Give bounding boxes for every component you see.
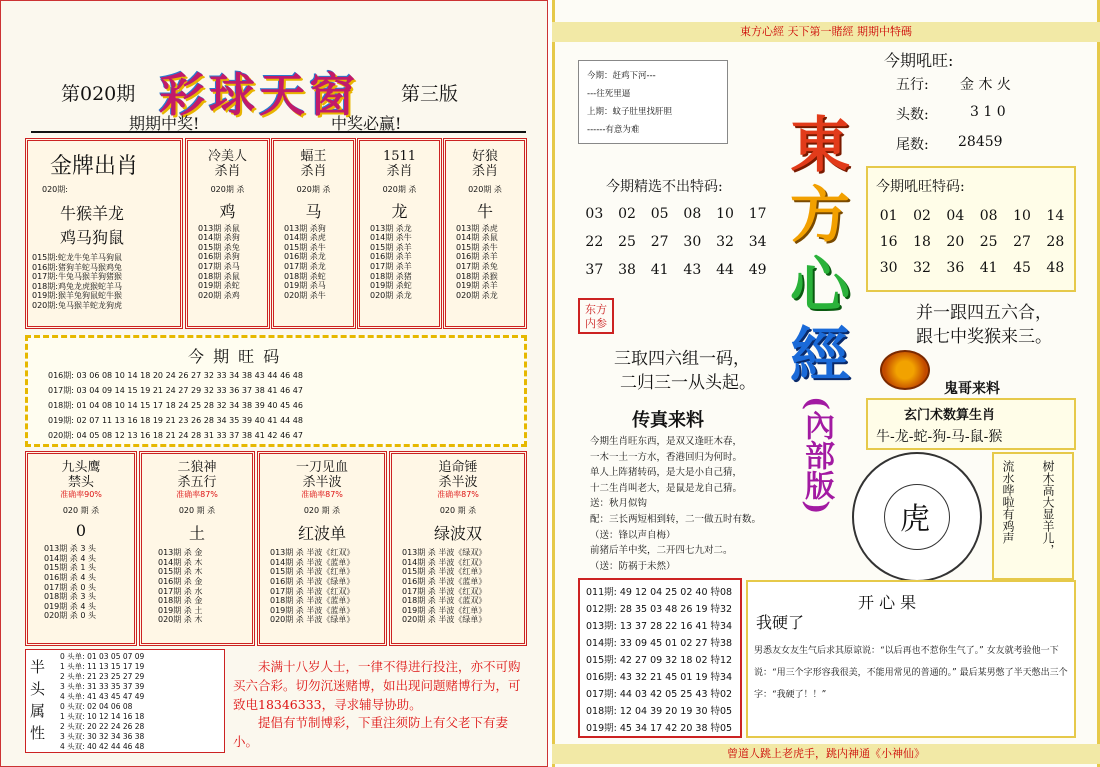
list-item: 3 头单: 31 33 35 37 39 xyxy=(60,682,145,691)
half-head-box xyxy=(25,649,225,753)
gold-title: 金牌出肖 xyxy=(50,154,139,179)
table-row: 012期: 28 35 03 48 26 19 特32 xyxy=(586,604,733,615)
table-row: 017期: 44 03 42 05 25 43 特02 xyxy=(586,689,733,700)
list-item: 017期 杀 半波《红双》 xyxy=(402,586,487,596)
rate-label: 准确率87% xyxy=(301,490,343,499)
list-item: 0 头双: 02 04 06 08 xyxy=(60,702,133,711)
list-item: 020期 杀鸡 xyxy=(198,290,240,300)
slogan-1: 期期中奖! xyxy=(129,114,200,133)
big-char-3: 心 xyxy=(790,251,850,321)
stamp-text: 东方内参 xyxy=(585,303,607,330)
big-char-1: 東 xyxy=(790,111,850,181)
kill-answer: 土 xyxy=(188,524,205,544)
number-cell: 20 xyxy=(946,234,965,250)
kill-box-2 xyxy=(271,138,356,329)
kill-period: 020 期 杀 xyxy=(62,505,100,515)
list-item: 016期 杀 金 xyxy=(158,576,203,586)
list-item: 016期 杀羊 xyxy=(456,252,498,262)
kill-history xyxy=(446,224,524,301)
number-cell: 03 xyxy=(585,206,604,222)
list-item: 3 头双: 30 32 34 36 38 xyxy=(60,732,145,741)
list-item: 014期 杀鼠 xyxy=(456,233,498,243)
list-item: 016期 杀龙 xyxy=(284,252,326,262)
number-cell: 41 xyxy=(650,262,669,278)
number-cell: 28 xyxy=(1046,234,1065,250)
verse-4: 跟七中奖猴来三。 xyxy=(916,327,1052,347)
wang-box xyxy=(25,335,527,447)
list-item: 018期 杀猴 xyxy=(456,271,498,281)
hotcode-box xyxy=(866,166,1076,292)
number-cell: 14 xyxy=(1046,208,1065,224)
kill-title: 冷美人 xyxy=(207,149,247,164)
notout-title: 今期精选不出特码: xyxy=(606,179,723,195)
list-item: 019期 杀蛇 xyxy=(370,281,412,291)
list-item: 015期 杀羊 xyxy=(370,242,412,252)
hot-box xyxy=(870,44,1070,160)
list-item: 013期 杀 半波《红双》 xyxy=(270,548,355,558)
number-cell: 02 xyxy=(913,208,931,224)
xuan-zodiac: 牛-龙-蛇-狗-马-鼠-猴 xyxy=(876,429,1003,445)
list-item: 013期 杀狗 xyxy=(284,223,326,233)
list-item: 020期: 04 05 08 12 13 16 18 21 24 28 31 33 37 38 41 42 46 47 xyxy=(48,431,303,440)
zodiac-wheel xyxy=(852,452,982,582)
list-item: 013期 杀 3 头 xyxy=(44,544,96,554)
list-item: ------有意为难 xyxy=(587,125,640,135)
kill-sub: 禁头 xyxy=(67,475,94,490)
list-item: 014期 杀虎 xyxy=(284,233,326,243)
kill2-box-3 xyxy=(257,451,387,646)
kill-answer: 牛 xyxy=(476,201,493,221)
number-cell: 43 xyxy=(683,262,702,278)
wuxing-label: 五行: xyxy=(896,77,929,93)
kaixin-sub: 我硬了 xyxy=(756,613,805,632)
half-head-label: 半头属性 xyxy=(30,658,46,742)
kill-box-1 xyxy=(185,138,270,329)
list-item: 013期 杀龙 xyxy=(370,223,412,233)
kill-answer: 鸡 xyxy=(219,201,236,221)
list-item: 020期:兔马猴羊蛇龙狗虎 xyxy=(32,300,122,310)
number-cell: 22 xyxy=(585,234,604,250)
number-cell: 45 xyxy=(1013,260,1031,276)
number-cell: 32 xyxy=(913,260,931,276)
number-cell: 16 xyxy=(879,234,898,250)
list-item: 014期 杀狗 xyxy=(198,233,240,243)
divider xyxy=(31,131,526,133)
kill-sub: 杀半波 xyxy=(302,475,342,490)
kill-answer: 绿波双 xyxy=(433,524,482,544)
notice-text: 未满十八岁人士，一律不得进行投注，亦不可购买六合彩。切勿沉迷赌博，如出现问题赌博行为，可致电18346333，寻求辅导协助。 xyxy=(233,659,521,712)
xuan-box xyxy=(866,398,1076,450)
list-item: 015期 杀牛 xyxy=(284,242,326,252)
kill-title: 二狼神 xyxy=(177,460,217,475)
kaixin-box xyxy=(746,580,1076,738)
inner-edition: (內部版) xyxy=(799,396,834,515)
kill-title: 好狼 xyxy=(471,149,498,164)
list-item: 016期 杀 半波《蓝单》 xyxy=(402,576,487,586)
kill-sub: 杀五行 xyxy=(177,475,217,490)
kill-history xyxy=(188,224,267,301)
rate-label: 准确率87% xyxy=(176,490,218,499)
list-item: 014期 杀牛 xyxy=(370,233,412,243)
list-item: 020期 杀 木 xyxy=(158,615,203,625)
list-item: 4 头双: 40 42 44 46 48 xyxy=(60,742,145,751)
list-item: 一木一土一方水，香港回归为何时。 xyxy=(590,451,743,463)
notice-text-2: 提倡有节制博彩，下重注须防上有父老下有妻小。 xyxy=(233,715,509,749)
fax-box xyxy=(578,400,778,570)
table-row: 014期: 33 09 45 01 02 27 特38 xyxy=(586,638,733,649)
kill2-box-1 xyxy=(25,451,137,646)
list-item: 0 头单: 01 03 05 07 09 xyxy=(60,652,145,661)
list-item: 019期 杀 土 xyxy=(158,605,203,615)
rate-label: 准确率90% xyxy=(60,490,102,499)
kill-box-3 xyxy=(357,138,442,329)
number-cell: 36 xyxy=(946,260,965,276)
kill-title: 追命锤 xyxy=(438,460,478,475)
list-item: 4 头单: 41 43 45 47 49 xyxy=(60,692,145,701)
fax-title: 传真来料 xyxy=(632,410,704,431)
list-item: 015期 杀 半波《红单》 xyxy=(402,567,487,577)
kill-title: 九头鹰 xyxy=(61,460,101,475)
head-label: 头数: xyxy=(896,107,929,123)
number-cell: 10 xyxy=(716,206,734,222)
number-cell: 25 xyxy=(618,234,636,250)
list-item: 014期 杀 半波《蓝单》 xyxy=(270,557,355,567)
kill-sub: 杀肖 xyxy=(471,164,498,179)
list-item: 017期 杀马 xyxy=(198,261,240,271)
kill-history xyxy=(142,548,252,625)
number-cell: 48 xyxy=(1046,260,1065,276)
number-cell: 25 xyxy=(979,234,998,250)
list-item: 015期 杀兔 xyxy=(198,242,240,252)
number-cell: 17 xyxy=(748,206,767,222)
poem-lines xyxy=(579,61,727,145)
number-cell: 05 xyxy=(650,206,669,222)
number-cell: 01 xyxy=(879,208,898,224)
list-item: 2 头双: 20 22 24 26 28 xyxy=(60,722,145,731)
verse-3: 并一跟四五六合， xyxy=(916,303,1052,323)
number-cell: 34 xyxy=(748,234,767,250)
number-cell: 30 xyxy=(879,260,898,276)
stamp xyxy=(578,298,614,334)
table-row: 011期: 49 12 04 25 02 40 特08 xyxy=(586,587,733,598)
list-item: 018期 杀鼠 xyxy=(198,271,240,281)
list-item: 020期 杀 半波《绿单》 xyxy=(270,615,355,625)
list-item: 017期 杀 0 头 xyxy=(44,582,96,592)
list-item: 018期 杀蛇 xyxy=(284,271,326,281)
kaixin-body: 男悉友女友生气后求其原谅说：“以后再也不惹你生气了。” 女友就考验他一下说：“用三个字形容我很美，不能用常见的普通的。” 最后某男憋了半天憋出三个字：“我硬了！！” xyxy=(754,646,1068,700)
list-item: 017期 杀 水 xyxy=(158,586,203,596)
list-item: 今期生肖旺东西，是双又逢旺木春， xyxy=(590,436,743,447)
list-item: 015期 杀 1 头 xyxy=(44,563,96,573)
list-item: 今期：赶鸡下河--- xyxy=(587,71,656,81)
list-item: 019期:猴羊兔狗鼠蛇牛猴 xyxy=(32,291,122,301)
list-item: 019期 杀 4 头 xyxy=(44,601,96,611)
logo-title: 彩球天窗 xyxy=(159,68,359,122)
list-item: 016期 杀 半波《绿单》 xyxy=(270,576,355,586)
number-cell: 18 xyxy=(913,234,931,250)
kill-period: 020 期 杀 xyxy=(303,505,341,515)
hotcode-title: 今期吼旺特码: xyxy=(876,179,965,195)
list-item: 015期:蛇龙牛兔羊马狗鼠 xyxy=(32,253,122,262)
list-item: 配：三长两短相到转，二一做五时有数。 xyxy=(590,513,762,525)
gold-line-1: 牛猴羊龙 xyxy=(60,204,125,223)
tail-value: 28459 xyxy=(958,134,1003,150)
list-item: 018期 杀 3 头 xyxy=(44,592,96,602)
kill2-box-2 xyxy=(139,451,255,646)
table-row: 013期: 13 37 28 22 16 41 特34 xyxy=(586,621,733,632)
table-row: 018期: 12 04 39 20 19 30 特05 xyxy=(586,706,733,717)
number-cell: 27 xyxy=(1013,234,1031,250)
number-cell: 32 xyxy=(716,234,734,250)
hot-title: 今期吼旺: xyxy=(884,51,954,70)
kill-history xyxy=(360,224,439,301)
list-item: 017期: 03 04 09 14 15 19 21 24 27 29 32 33 36 37 38 41 46 47 xyxy=(48,386,303,395)
list-item: 020期 杀牛 xyxy=(284,290,326,300)
number-cell: 41 xyxy=(979,260,998,276)
list-item: 019期 杀 半波《红单》 xyxy=(402,605,487,615)
verse-1: 三取四六组一码， xyxy=(614,349,750,369)
kill-period: 020 期 杀 xyxy=(178,505,216,515)
list-item: 019期 杀蛇 xyxy=(198,281,240,291)
list-item: 017期:牛兔马猴羊狗猪猴 xyxy=(32,272,122,282)
list-item: 016期 杀 4 头 xyxy=(44,572,96,582)
kill-answer: 0 xyxy=(75,521,87,541)
list-item: 018期 杀猪 xyxy=(370,271,412,281)
list-item: 015期 杀牛 xyxy=(456,242,498,252)
edition-label: 第三版 xyxy=(401,83,459,105)
tail-label: 尾数: xyxy=(896,137,929,153)
gold-line-2: 鸡马狗鼠 xyxy=(60,228,125,247)
list-item: （送：防祸于未然） xyxy=(590,560,676,572)
list-item: 015期 杀 半波《红单》 xyxy=(270,567,355,577)
list-item: 十二生肖叫老大，是鼠是龙自己猜。 xyxy=(590,482,743,494)
vertical-poem-box xyxy=(992,452,1074,580)
list-item: 016期: 03 06 08 10 14 18 20 24 26 27 32 33 34 38 43 44 46 48 xyxy=(48,371,303,380)
list-item: 018期:鸡兔龙虎猴蛇羊马 xyxy=(32,281,122,291)
number-cell: 10 xyxy=(1013,208,1031,224)
number-cell: 30 xyxy=(683,234,702,250)
kill-period: 020 期 杀 xyxy=(439,505,477,515)
kill-history xyxy=(260,548,384,625)
kill-answer: 马 xyxy=(305,201,322,221)
list-item: 1 头双: 10 12 14 16 18 xyxy=(60,712,145,721)
half-head-rows xyxy=(60,652,144,752)
kill-history xyxy=(274,224,353,301)
list-item: 020期 杀 0 头 xyxy=(44,611,96,621)
poem-box xyxy=(578,60,728,144)
tiger-icon xyxy=(880,350,930,390)
kill-sub: 杀肖 xyxy=(386,164,413,179)
wang-rows xyxy=(48,368,303,443)
list-item: ---往死里逼 xyxy=(587,89,631,99)
vertical-line-2: 流水哗啦有鸡声 xyxy=(1001,460,1015,544)
kill-title: 蝠王 xyxy=(300,149,327,164)
left-page xyxy=(0,0,548,767)
list-item: 前猪后羊中奖，二开四七九对二。 xyxy=(590,545,733,557)
kill2-box-4 xyxy=(389,451,527,646)
list-item: 013期 杀 半波《绿双》 xyxy=(402,548,487,558)
verse-2: 二归三一从头起。 xyxy=(620,373,756,393)
rate-label: 准确率87% xyxy=(437,490,479,499)
kill-sub: 杀肖 xyxy=(214,164,241,179)
ghost-label: 鬼哥来料 xyxy=(944,381,1000,397)
list-item: 送：秋月似钩 xyxy=(590,498,648,510)
list-item: 018期 杀 半波《蓝双》 xyxy=(402,596,487,606)
kill-title: 一刀见血 xyxy=(295,460,348,475)
number-cell: 37 xyxy=(585,262,604,278)
list-item: 014期 杀 木 xyxy=(158,557,203,567)
hotcode-grid xyxy=(872,208,1072,276)
kill-answer: 龙 xyxy=(391,201,408,221)
list-item: 2 头单: 21 23 25 27 29 xyxy=(60,672,145,681)
kill-period: 020期 杀 xyxy=(296,185,331,194)
list-item: 上期：蚊子肚里找肝胆 xyxy=(587,107,673,117)
list-item: 017期 杀 半波《红双》 xyxy=(270,586,355,596)
number-cell: 44 xyxy=(716,262,734,278)
kill-period: 020期 杀 xyxy=(210,185,245,194)
kill-period: 020期 杀 xyxy=(468,185,502,194)
kaixin-title: 开 心 果 xyxy=(858,593,917,612)
list-item: 019期 杀羊 xyxy=(456,281,498,291)
issue-number: 第020期 xyxy=(61,83,136,105)
number-cell: 04 xyxy=(946,208,965,224)
gold-period: 020期: xyxy=(42,185,68,194)
number-cell: 27 xyxy=(650,234,669,250)
list-item: 020期 杀龙 xyxy=(456,290,498,300)
notout-box xyxy=(578,170,778,290)
list-item: 019期 杀马 xyxy=(284,281,326,291)
wheel-center: 虎 xyxy=(900,502,930,537)
kill-sub: 杀半波 xyxy=(438,475,478,490)
list-item: 018期 杀 金 xyxy=(158,596,203,606)
kill-sub: 杀肖 xyxy=(300,164,327,179)
slogan-2: 中奖必赢! xyxy=(331,114,402,133)
big-char-2: 方 xyxy=(790,181,850,251)
list-item: 018期: 01 04 08 10 14 15 17 18 24 25 28 32 34 38 39 40 45 46 xyxy=(48,401,303,410)
list-item: 1 头单: 11 13 15 17 19 xyxy=(60,662,145,671)
list-item: 016期 杀狗 xyxy=(198,252,240,262)
gold-history xyxy=(32,253,122,311)
notout-grid xyxy=(578,206,774,278)
wang-title: 今 期 旺 码 xyxy=(188,347,282,366)
list-item: 017期 杀龙 xyxy=(284,261,326,271)
list-item: 013期 杀鼠 xyxy=(198,223,240,233)
kill-history xyxy=(392,548,524,625)
list-item: 020期 杀龙 xyxy=(370,290,412,300)
list-item: 019期: 02 07 11 13 16 18 19 21 23 26 28 34 35 39 40 41 44 48 xyxy=(48,416,303,425)
kill-title: 1511 xyxy=(382,149,417,164)
kill-history xyxy=(28,544,134,621)
gold-box xyxy=(25,138,183,329)
history-box xyxy=(578,578,742,738)
list-item: 013期 杀虎 xyxy=(456,223,498,233)
list-item: 017期 杀兔 xyxy=(456,261,498,271)
list-item: 019期 杀 半波《蓝单》 xyxy=(270,605,355,615)
list-item: 018期 杀 半波《蓝单》 xyxy=(270,596,355,606)
list-item: 013期 杀 金 xyxy=(158,548,203,558)
kill-box-4 xyxy=(443,138,527,329)
number-cell: 49 xyxy=(748,262,767,278)
list-item: 016期:猪狗羊蛇马猴鸡兔 xyxy=(32,262,122,272)
number-cell: 08 xyxy=(683,206,702,222)
list-item: 016期 杀羊 xyxy=(370,252,412,262)
kill-period: 020期 杀 xyxy=(382,185,417,194)
number-cell: 08 xyxy=(979,208,998,224)
list-item: 020期 杀 半波《绿单》 xyxy=(402,615,487,625)
list-item: 单人上阵猪转码，是大是小自己猜， xyxy=(590,467,743,479)
head-value: 3 1 0 xyxy=(970,104,1006,120)
list-item: （送：锋以声自梅） xyxy=(590,529,676,541)
list-item: 014期 杀 半波《红双》 xyxy=(402,557,487,567)
table-row: 016期: 43 32 21 45 01 19 特34 xyxy=(586,672,733,683)
number-cell: 38 xyxy=(618,262,636,278)
big-char-4: 經 xyxy=(790,321,850,391)
wuxing-value: 金 木 火 xyxy=(960,77,1011,93)
number-cell: 02 xyxy=(618,206,636,222)
list-item: 015期 杀 木 xyxy=(158,567,203,577)
list-item: 014期 杀 4 头 xyxy=(44,553,96,563)
vertical-line-1: 树木高大显羊儿， xyxy=(1041,460,1055,556)
list-item: 017期 杀羊 xyxy=(370,261,412,271)
xuan-title: 玄门术数算生肖 xyxy=(904,408,996,423)
bottom-banner: 曾道人跳上老虎手，跳内神通《小神仙》 xyxy=(552,744,1100,764)
fax-lines xyxy=(590,434,761,574)
top-banner: 東方心經 天下第一賭經 期期中特碼 xyxy=(552,22,1100,42)
table-row: 019期: 45 34 17 42 20 38 特05 xyxy=(586,723,733,734)
kill-answer: 红波单 xyxy=(297,524,346,544)
history-lines xyxy=(580,580,740,741)
table-row: 015期: 42 27 09 32 18 02 特12 xyxy=(586,655,733,666)
